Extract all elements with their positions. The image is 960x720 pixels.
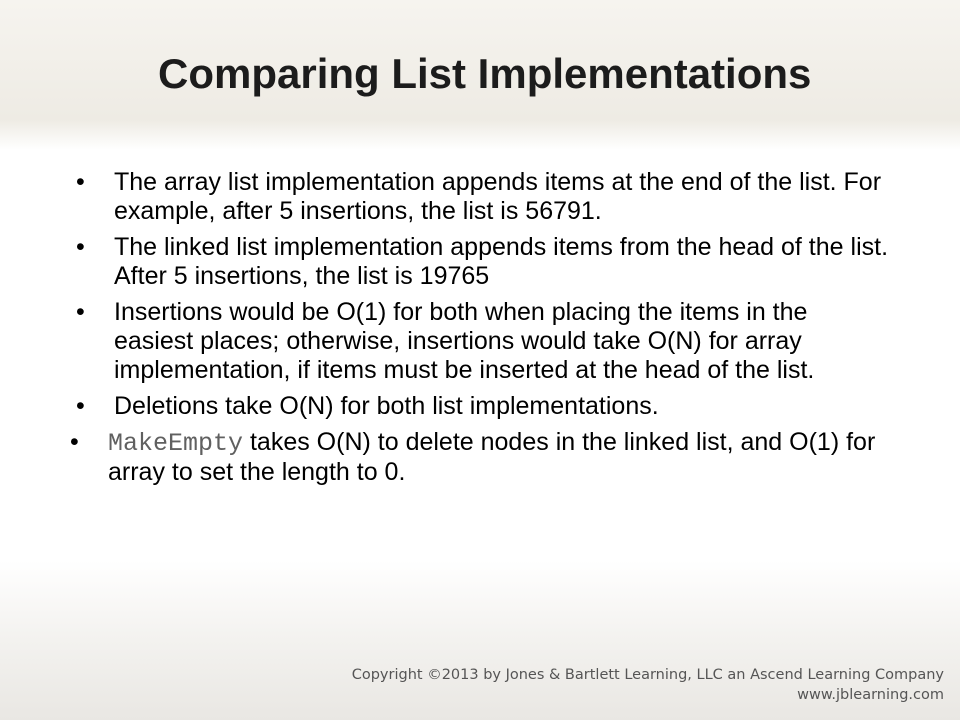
bullet-item-insertions xyxy=(72,298,892,385)
publisher-url: www.jblearning.com xyxy=(797,687,944,703)
code-makeempty: MakeEmpty xyxy=(108,429,244,458)
bullet-item-makeempty xyxy=(66,428,886,487)
bullet-text: The linked list implementation appends items from the head of the list. After 5 insertions, the list is 19765 xyxy=(114,233,889,290)
bullet-item-deletions xyxy=(72,392,892,421)
bullet-text: takes O(N) to delete nodes in the linked list, and O(1) for array to set the length to 0. xyxy=(108,428,876,486)
bullet-dot: • xyxy=(76,392,85,420)
bullet-dot: • xyxy=(70,428,79,456)
bullet-text: Insertions would be O(1) for both when placing the items in the easiest places; otherwise, insertions would take O(N) for array implementation, if items must be inserted at the head of the list. xyxy=(114,298,815,384)
bullet-dot: • xyxy=(76,233,85,261)
copyright-text: Copyright ©2013 by Jones & Bartlett Learning, LLC an Ascend Learning Company xyxy=(351,667,944,683)
bullet-item-array-append xyxy=(72,168,892,226)
slide-title: Comparing List Implementations xyxy=(158,50,812,97)
bullet-text: Deletions take O(N) for both list implementations. xyxy=(114,392,659,420)
bullet-dot: • xyxy=(76,168,85,196)
copyright-notice xyxy=(352,665,944,705)
bullet-dot: • xyxy=(76,298,85,326)
bullet-item-linked-append xyxy=(72,233,892,291)
bullet-list xyxy=(72,168,892,494)
bullet-text: The array list implementation appends items at the end of the list. For example, after 5 insertions, the list is 56791. xyxy=(114,168,882,225)
